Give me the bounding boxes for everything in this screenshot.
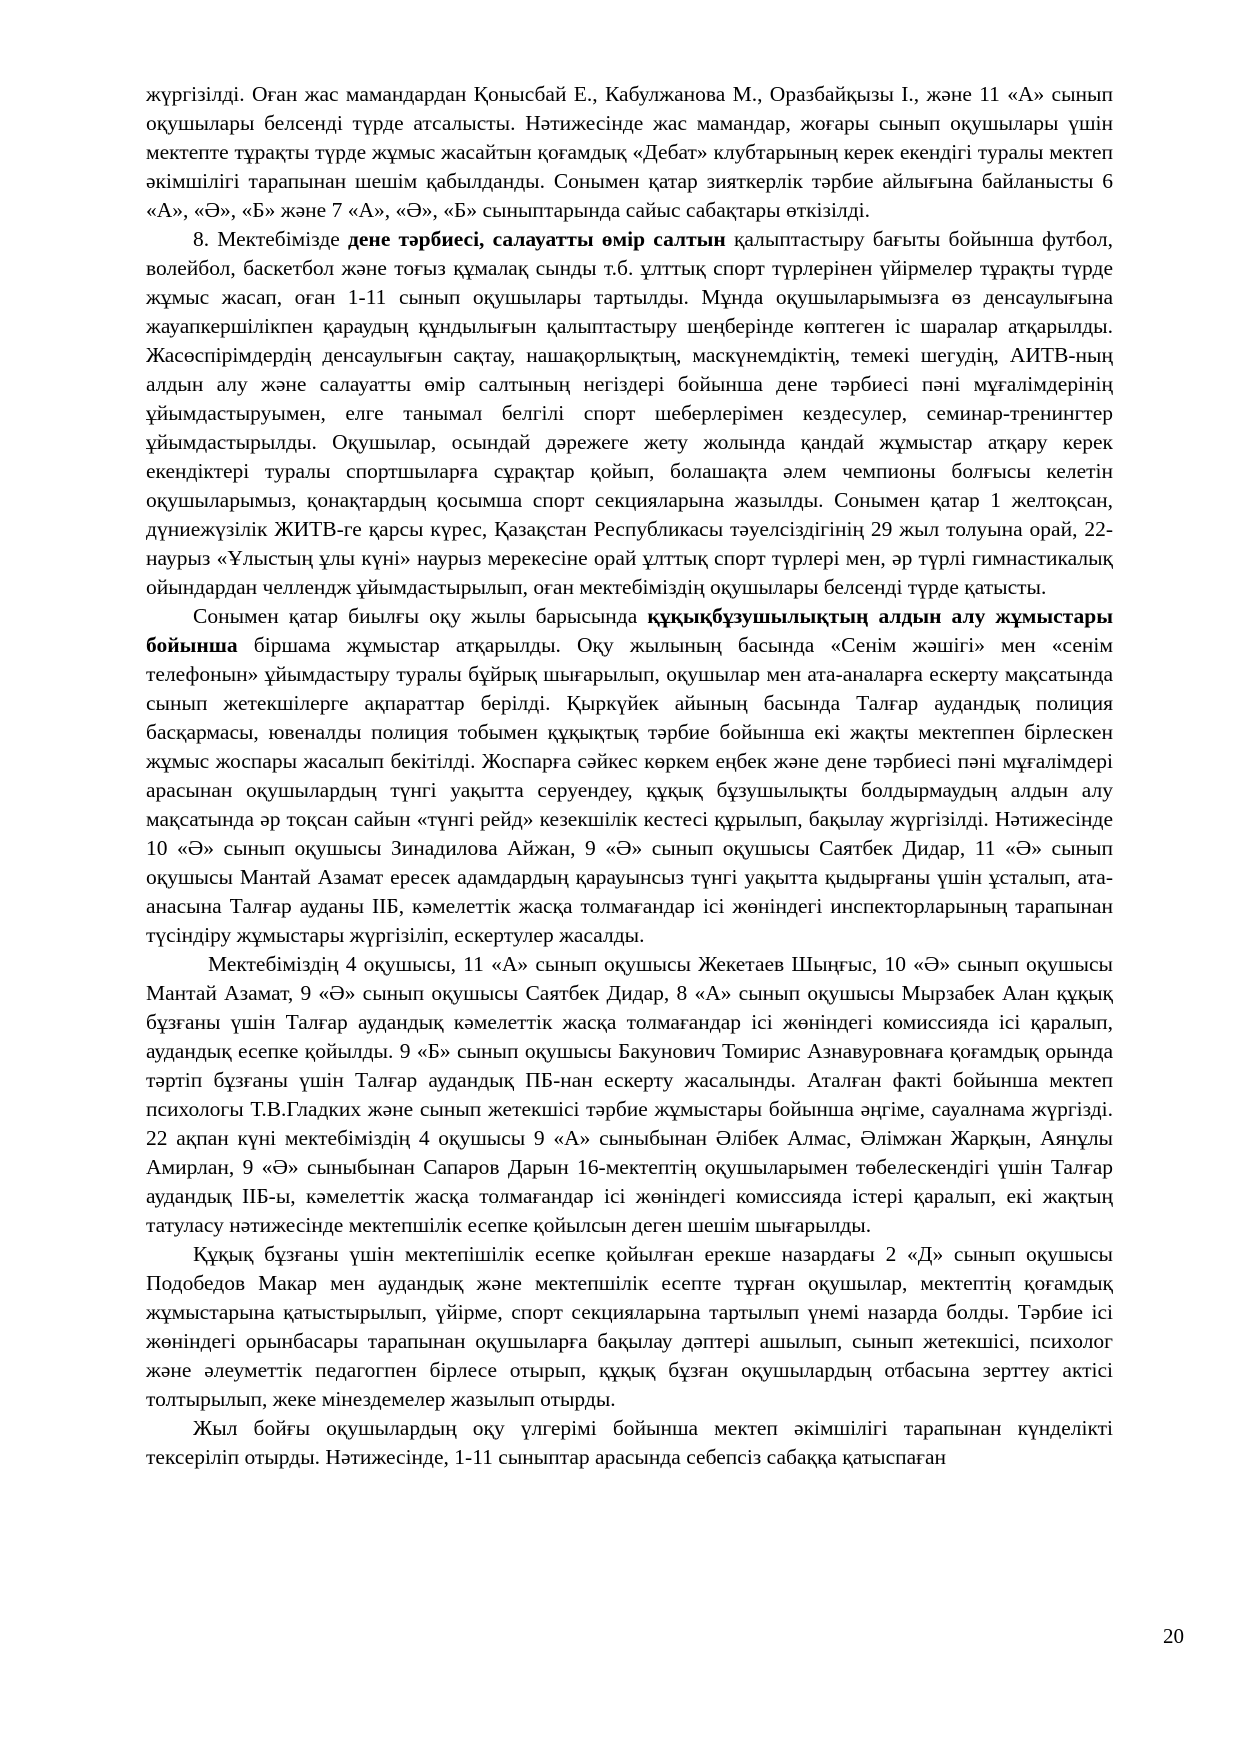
paragraph <box>146 950 1113 1240</box>
bold-text-run: дене тәрбиесі, салауатты өмір салтын <box>348 227 726 251</box>
text-run: біршама жұмыстар атқарылды. Оқу жылының басында «Сенім жәшігі» мен «сенім телефонын» ұйымдастыру туралы бұйрық шығарылып, оқушылар мен ата-аналарға ескерту мақсатында сынып жетекшілерге ақпараттар берілді. Қыркүйек айының басында Талғар аудандық полиция басқармасы, ювеналды полиция тобымен құқықтық тәрбие бойынша екі жақты мектеппен бірлескен жұмыс жоспары жасалып бекітілді. Жоспарға сәйкес көркем еңбек және дене тәрбиесі пәні мұғалімдері арасынан оқушылардың түнгі уақытта серуендеу, құқық бұзушылықты болдырмаудың алдын алу мақсатында әр тоқсан сайын «түнгі рейд» кезекшілік кестесі құрылып, бақылау жүргізілді. Нәтижесінде 10 «Ә» сынып оқушысы Зинадилова Айжан, 9 «Ә» сынып оқушысы Саятбек Дидар, 11 «Ә» сынып оқушысы Мантай Азамат ересек адамдардың қарауынсыз түнгі уақытта қыдырғаны үшін ұсталып, ата-анасына Талғар ауданы ІІБ, кәмелеттік жасқа толмағандар ісі жөніндегі инспекторларының тарапынан түсіндіру жұмыстары жүргізіліп, ескертулер жасалды. <box>146 633 1113 947</box>
document-body <box>146 80 1113 1472</box>
text-run: Құқық бұзғаны үшін мектепішілік есепке қойылған ерекше назардағы 2 «Д» сынып оқушысы Подобедов Макар мен аудандық және мектепшілік есепте тұрған оқушылар, мектептің қоғамдық жұмыстарына қатыстырылып, үйірме, спорт секцияларына тартылып үнемі назарда болды. Тәрбие ісі жөніндегі орынбасары тарапынан оқушыларға бақылау дәптері ашылып, сынып жетекшісі, психолог және әлеуметтік педагогпен бірлесе отырып, құқық бұзған оқушылардың отбасына зерттеу актісі толтырылып, жеке мінездемелер жазылып отырды. <box>146 1242 1113 1411</box>
page-number: 20 <box>1163 1624 1184 1648</box>
text-run: 8. Мектебімізде <box>193 227 349 251</box>
text-run: қалыптастыру бағыты бойынша футбол, волейбол, баскетбол және тоғыз құмалақ сынды т.б. ұлттық спорт түрлерінен үйірмелер тұрақты түрде жұмыс жасап, оған 1-11 сынып оқушылары тартылды. Мұнда оқушыларымызға өз денсаулығына жауапкершілікпен қараудың құндылығын қалыптастыру шеңберінде көптеген іс шаралар атқарылды. Жасөспірімдердің денсаулығын сақтау, нашақорлықтың, маскүнемдіктің, темекі шегудің, АИТВ-ның алдын алу және салауатты өмір салтының негіздері бойынша дене тәрбиесі пәні мұғалімдерінің ұйымдастыруымен, елге танымал белгілі спорт шеберлерімен кездесулер, семинар-тренингтер ұйымдастырылды. Оқушылар, осындай дәрежеге жету жолында қандай жұмыстар атқару керек екендіктері туралы спортшыларға сұрақтар қойып, болашақта әлем чемпионы болғысы келетін оқушыларымыз, қонақтардың қосымша спорт секцияларына жазылды. Сонымен қатар 1 желтоқсан, дүниежүзілік ЖИТВ-ге қарсы күрес, Қазақстан Республикасы тәуелсіздігінің 29 жыл толуына орай, 22-наурыз «Ұлыстың ұлы күні» наурыз мерекесіне орай ұлттық спорт түрлері мен, әр түрлі гимнастикалық ойындардан челлендж ұйымдастырылып, оған мектебіміздің оқушылары белсенді түрде қатысты. <box>146 227 1113 599</box>
paragraph <box>146 225 1113 602</box>
text-run: Жыл бойғы оқушылардың оқу үлгерімі бойынша мектеп әкімшілігі тарапынан күнделікті тексеріліп отырды. Нәтижесінде, 1-11 сыныптар арасында себепсіз сабаққа қатыспаған <box>146 1416 1113 1469</box>
text-run: Сонымен қатар биылғы оқу жылы барысында <box>193 604 648 628</box>
paragraph <box>146 602 1113 950</box>
text-run: Мектебіміздің 4 оқушысы, 11 «А» сынып оқушысы Жекетаев Шыңғыс, 10 «Ә» сынып оқушысы Мантай Азамат, 9 «Ә» сынып оқушысы Саятбек Дидар, 8 «А» сынып оқушысы Мырзабек Алан құқық бұзғаны үшін Талғар аудандық кәмелеттік жасқа толмағандар ісі жөніндегі комиссияда ісі қаралып, аудандық есепке қойылды. 9 «Б» сынып оқушысы Бакунович Томирис Азнавуровнаға қоғамдық орында тәртіп бұзғаны үшін Талғар аудандық ПБ-нан ескерту жасалынды. Аталған факті бойынша мектеп психологы Т.В.Гладких және сынып жетекшісі тәрбие жұмыстары бойынша әңгіме, сауалнама жүргізді. 22 ақпан күні мектебіміздің 4 оқушысы 9 «А» сыныбынан Әлібек Алмас, Әлімжан Жарқын, Аянұлы Амирлан, 9 «Ә» сыныбынан Сапаров Дарын 16-мектептің оқушыларымен төбелескендігі үшін Талғар аудандық ІІБ-ы, кәмелеттік жасқа толмағандар ісі жөніндегі комиссияда істері қаралып, екі жақтың татуласу нәтижесінде мектепшілік есепке қойылсын деген шешім шығарылды. <box>146 952 1113 1237</box>
paragraph <box>146 80 1113 225</box>
text-run: жүргізілді. Оған жас мамандардан Қонысбай Е., Кабулжанова М., Оразбайқызы І., және 11 «А» сынып оқушылары белсенді түрде атсалысты. Нәтижесінде жас мамандар, жоғары сынып оқушылары үшін мектепте тұрақты түрде жұмыс жасайтын қоғамдық «Дебат» клубтарының керек екендігі туралы мектеп әкімшілігі тарапынан шешім қабылданды. Сонымен қатар зияткерлік тәрбие айлығына байланысты 6 «А», «Ә», «Б» және 7 «А», «Ә», «Б» сыныптарында сайыс сабақтары өткізілді. <box>146 82 1113 222</box>
paragraph <box>146 1240 1113 1414</box>
paragraph <box>146 1414 1113 1472</box>
bold-text-run: құқықбұзушылықтың алдын алу жұмыстары бойынша <box>146 604 1113 657</box>
